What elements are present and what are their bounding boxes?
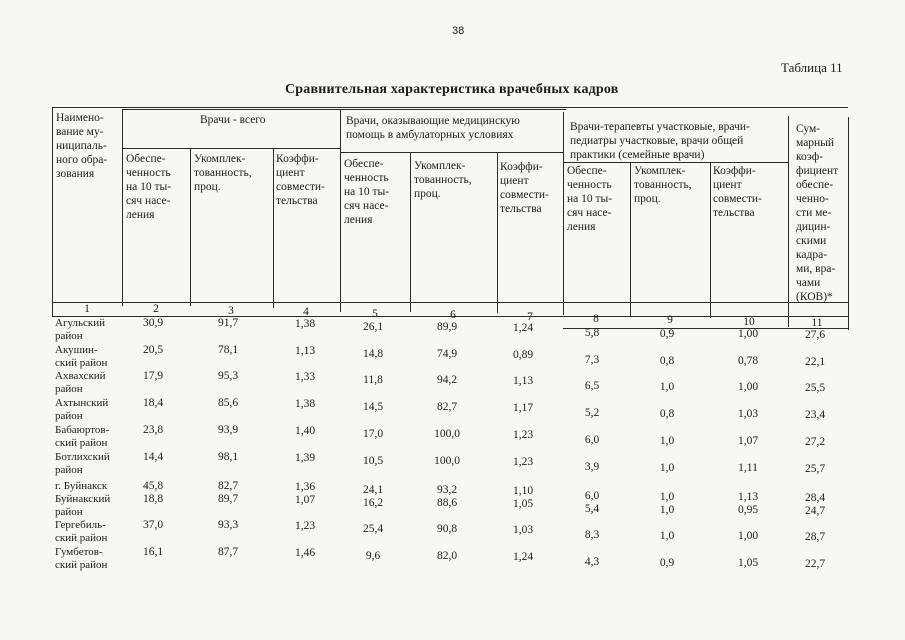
table-cell-value: 20,5 xyxy=(142,344,164,356)
header-summary-coefficient: сти ме- xyxy=(796,207,832,219)
header-coefficient: Коэффи- xyxy=(276,153,319,165)
header-group-district: практики (семейные врачи) xyxy=(570,149,705,161)
header-coefficient: тельства xyxy=(276,195,318,207)
row-municipality-name: район xyxy=(55,505,83,518)
table-cell-value: 7,3 xyxy=(584,354,600,366)
table-cell-value: 93,2 xyxy=(436,484,458,496)
table-cell-value: 74,9 xyxy=(436,348,458,360)
table-cell-value: 6,5 xyxy=(584,380,600,392)
table-rule xyxy=(122,109,123,306)
table-cell-value: 1,38 xyxy=(294,318,316,330)
column-number: 1 xyxy=(84,303,90,315)
table-cell-value: 89,7 xyxy=(217,493,239,505)
header-summary-coefficient: обеспе- xyxy=(796,179,834,191)
header-municipality: ниципаль- xyxy=(56,140,107,152)
row-municipality-name: район xyxy=(55,382,83,395)
table-cell-value: 37,0 xyxy=(142,519,164,531)
table-cell-value: 89,9 xyxy=(436,321,458,333)
table-cell-value: 27,6 xyxy=(804,329,826,341)
row-municipality-name: г. Буйнакск xyxy=(55,480,108,492)
table-cell-value: 3,9 xyxy=(584,461,600,473)
table-cell-value: 100,0 xyxy=(434,428,460,440)
table-number: Таблица 11 xyxy=(781,60,843,75)
table-cell-value: 28,4 xyxy=(804,492,826,504)
table-cell-value: 1,0 xyxy=(659,435,675,447)
header-staffing: проц. xyxy=(634,193,661,205)
header-municipality: ного обра- xyxy=(56,154,108,166)
table-cell-value: 25,7 xyxy=(804,463,826,475)
row-municipality-name: район xyxy=(55,329,83,342)
header-coefficient: Коэффи- xyxy=(713,165,756,177)
table-cell-value: 1,33 xyxy=(294,371,316,383)
header-provision: Обеспе- xyxy=(126,153,166,165)
header-staffing: тованность, xyxy=(414,174,472,186)
table-cell-value: 5,4 xyxy=(584,503,600,515)
table-cell-value: 0,95 xyxy=(737,504,759,516)
table-cell-value: 1,38 xyxy=(294,398,316,410)
table-cell-value: 1,07 xyxy=(294,494,316,506)
header-coefficient: совмести- xyxy=(276,181,325,193)
table-cell-value: 87,7 xyxy=(217,546,239,558)
column-number: 7 xyxy=(527,311,533,323)
table-rule xyxy=(563,112,564,315)
table-cell-value: 93,9 xyxy=(217,424,239,436)
table-cell-value: 1,0 xyxy=(659,504,675,516)
table-cell-value: 1,07 xyxy=(737,435,759,447)
table-cell-value: 98,1 xyxy=(217,451,239,463)
row-municipality-name: ский район xyxy=(55,436,108,449)
table-cell-value: 1,23 xyxy=(294,520,316,532)
header-provision: ченность xyxy=(567,179,612,191)
table-cell-value: 1,24 xyxy=(512,551,534,563)
column-number: 6 xyxy=(450,309,456,321)
table-cell-value: 17,9 xyxy=(142,370,164,382)
table-cell-value: 6,0 xyxy=(584,490,600,502)
table-cell-value: 1,39 xyxy=(294,452,316,464)
table-rule xyxy=(788,116,789,327)
table-cell-value: 28,7 xyxy=(804,531,826,543)
table-rule xyxy=(497,152,498,313)
table-cell-value: 0,9 xyxy=(659,328,675,340)
table-cell-value: 1,10 xyxy=(512,485,534,497)
table-cell-value: 0,78 xyxy=(737,355,759,367)
table-cell-value: 1,36 xyxy=(294,481,316,493)
header-summary-coefficient: скими xyxy=(796,235,827,247)
table-rule xyxy=(410,152,411,312)
table-cell-value: 16,2 xyxy=(362,497,384,509)
table-cell-value: 23,8 xyxy=(142,424,164,436)
header-summary-coefficient: (КОВ)* xyxy=(796,291,833,303)
table-cell-value: 22,7 xyxy=(804,558,826,570)
table-rule xyxy=(190,148,191,306)
table-rule xyxy=(52,107,53,315)
table-cell-value: 45,8 xyxy=(142,480,164,492)
table-cell-value: 88,6 xyxy=(436,497,458,509)
header-summary-coefficient: дицин- xyxy=(796,221,831,233)
table-cell-value: 6,0 xyxy=(584,434,600,446)
table-rule xyxy=(848,117,849,330)
table-cell-value: 9,6 xyxy=(365,550,381,562)
row-municipality-name: Ахвахский xyxy=(55,370,106,382)
table-cell-value: 1,0 xyxy=(659,491,675,503)
table-cell-value: 1,46 xyxy=(294,547,316,559)
table-cell-value: 1,23 xyxy=(512,456,534,468)
header-summary-coefficient: чами xyxy=(796,277,821,289)
header-group-outpatient: Врачи, оказывающие медицинскую xyxy=(346,115,520,127)
table-rule xyxy=(340,109,341,312)
header-provision: ченность xyxy=(126,167,171,179)
header-group-district: Врачи-терапевты участковые, врачи- xyxy=(570,121,750,133)
table-rule xyxy=(52,302,53,316)
header-provision: ченность xyxy=(344,172,389,184)
header-staffing: Укомплек- xyxy=(194,153,246,165)
table-rule xyxy=(710,162,711,318)
table-title: Сравнительная характеристика врачебных кадров xyxy=(285,82,619,97)
header-coefficient: циент xyxy=(276,167,305,179)
table-cell-value: 91,7 xyxy=(217,317,239,329)
header-summary-coefficient: марный xyxy=(796,137,835,149)
table-cell-value: 14,4 xyxy=(142,451,164,463)
table-cell-value: 78,1 xyxy=(217,344,239,356)
table-cell-value: 82,0 xyxy=(436,550,458,562)
table-cell-value: 1,0 xyxy=(659,530,675,542)
header-provision: Обеспе- xyxy=(344,158,384,170)
table-cell-value: 1,03 xyxy=(512,524,534,536)
table-cell-value: 25,5 xyxy=(804,382,826,394)
header-provision: на 10 ты- xyxy=(126,181,172,193)
row-municipality-name: Ахтынский xyxy=(55,397,109,409)
row-municipality-name: район xyxy=(55,409,83,422)
header-summary-coefficient: ченно- xyxy=(796,193,829,205)
header-group-district: педиатры участковые, врачи общей xyxy=(570,135,744,147)
table-cell-value: 1,23 xyxy=(512,429,534,441)
table-cell-value: 95,3 xyxy=(217,370,239,382)
header-staffing: Укомплек- xyxy=(634,165,686,177)
header-coefficient: тельства xyxy=(713,207,755,219)
table-cell-value: 0,8 xyxy=(659,408,675,420)
table-cell-value: 11,8 xyxy=(363,374,383,386)
table-rule xyxy=(563,162,788,163)
table-cell-value: 100,0 xyxy=(434,455,460,467)
table-cell-value: 24,7 xyxy=(804,505,826,517)
header-staffing: тованность, xyxy=(194,167,252,179)
table-cell-value: 82,7 xyxy=(436,401,458,413)
table-cell-value: 1,05 xyxy=(512,498,534,510)
table-cell-value: 1,11 xyxy=(738,462,758,474)
table-rule xyxy=(630,162,631,316)
table-cell-value: 30,9 xyxy=(142,317,164,329)
page-number: 38 xyxy=(452,25,465,37)
header-provision: ления xyxy=(567,221,596,233)
header-coefficient: тельства xyxy=(500,203,542,215)
row-municipality-name: район xyxy=(55,463,83,476)
row-municipality-name: Гергебиль- xyxy=(55,519,106,531)
header-provision: на 10 ты- xyxy=(567,193,613,205)
row-municipality-name: ский район xyxy=(55,531,108,544)
table-cell-value: 1,05 xyxy=(737,557,759,569)
row-municipality-name: Агульский xyxy=(55,317,105,329)
header-summary-coefficient: коэф- xyxy=(796,151,824,163)
table-rule xyxy=(273,148,274,308)
table-cell-value: 0,9 xyxy=(659,557,675,569)
table-cell-value: 0,89 xyxy=(512,349,534,361)
table-cell-value: 22,1 xyxy=(804,356,826,368)
table-cell-value: 1,00 xyxy=(737,381,759,393)
table-cell-value: 18,8 xyxy=(142,493,164,505)
table-cell-value: 94,2 xyxy=(436,374,458,386)
column-number: 3 xyxy=(228,305,234,317)
table-cell-value: 18,4 xyxy=(142,397,164,409)
column-number: 9 xyxy=(667,314,673,326)
table-rule xyxy=(122,148,340,149)
row-municipality-name: Акушин- xyxy=(55,344,98,356)
header-municipality: Наимено- xyxy=(56,112,104,124)
header-staffing: Укомплек- xyxy=(414,160,466,172)
header-staffing: проц. xyxy=(414,188,441,200)
header-coefficient: циент xyxy=(713,179,742,191)
table-rule xyxy=(340,152,563,153)
header-coefficient: совмести- xyxy=(500,189,549,201)
table-cell-value: 25,4 xyxy=(362,523,384,535)
table-cell-value: 1,0 xyxy=(659,462,675,474)
header-staffing: проц. xyxy=(194,181,221,193)
table-cell-value: 5,8 xyxy=(584,327,600,339)
table-cell-value: 1,40 xyxy=(294,425,316,437)
header-provision: сяч насе- xyxy=(344,200,389,212)
table-cell-value: 1,24 xyxy=(512,322,534,334)
header-summary-coefficient: ми, вра- xyxy=(796,263,836,275)
table-cell-value: 17,0 xyxy=(362,428,384,440)
table-cell-value: 82,7 xyxy=(217,480,239,492)
column-number: 4 xyxy=(303,306,309,318)
table-cell-value: 27,2 xyxy=(804,436,826,448)
header-summary-coefficient: Сум- xyxy=(796,123,821,135)
row-municipality-name: ский район xyxy=(55,356,108,369)
header-provision: на 10 ты- xyxy=(344,186,390,198)
table-cell-value: 8,3 xyxy=(584,529,600,541)
table-cell-value: 1,00 xyxy=(737,530,759,542)
header-summary-coefficient: фициент xyxy=(796,165,839,177)
header-group-all-doctors: Врачи - всего xyxy=(200,114,266,126)
table-cell-value: 14,5 xyxy=(362,401,384,413)
table-cell-value: 1,13 xyxy=(294,345,316,357)
row-municipality-name: Ботлихский xyxy=(55,451,110,463)
table-cell-value: 5,2 xyxy=(584,407,600,419)
row-municipality-name: ский район xyxy=(55,558,108,571)
column-number: 2 xyxy=(153,303,159,315)
table-cell-value: 14,8 xyxy=(362,348,384,360)
table-cell-value: 23,4 xyxy=(804,409,826,421)
table-cell-value: 85,6 xyxy=(217,397,239,409)
table-cell-value: 1,13 xyxy=(512,375,534,387)
header-group-outpatient: помощь в амбулаторных условиях xyxy=(346,129,514,141)
table-cell-value: 93,3 xyxy=(217,519,239,531)
table-cell-value: 0,8 xyxy=(659,355,675,367)
row-municipality-name: Гумбетов- xyxy=(55,546,103,558)
row-municipality-name: Буйнакский xyxy=(55,493,111,505)
row-municipality-name: Бабаюртов- xyxy=(55,424,110,436)
header-provision: Обеспе- xyxy=(567,165,607,177)
table-cell-value: 1,17 xyxy=(512,402,534,414)
header-coefficient: Коэффи- xyxy=(500,161,543,173)
header-provision: ления xyxy=(126,209,155,221)
table-cell-value: 1,13 xyxy=(737,491,759,503)
table-cell-value: 1,03 xyxy=(737,408,759,420)
table-cell-value: 1,0 xyxy=(659,381,675,393)
table-cell-value: 90,8 xyxy=(436,523,458,535)
header-coefficient: совмести- xyxy=(713,193,762,205)
table-cell-value: 26,1 xyxy=(362,321,384,333)
table-cell-value: 10,5 xyxy=(362,455,384,467)
column-number: 10 xyxy=(743,316,755,328)
header-municipality: зования xyxy=(56,168,95,180)
column-number: 8 xyxy=(593,313,599,325)
table-cell-value: 16,1 xyxy=(142,546,164,558)
table-rule xyxy=(52,107,848,108)
table-cell-value: 1,00 xyxy=(737,328,759,340)
header-provision: ления xyxy=(344,214,373,226)
table-cell-value: 4,3 xyxy=(584,556,600,568)
table-rule xyxy=(122,109,566,110)
header-coefficient: циент xyxy=(500,175,529,187)
column-number: 11 xyxy=(811,317,823,329)
table-cell-value: 24,1 xyxy=(362,484,384,496)
header-municipality: вание му- xyxy=(56,126,104,138)
header-summary-coefficient: кадра- xyxy=(796,249,828,261)
column-number: 5 xyxy=(372,308,378,320)
header-provision: сяч насе- xyxy=(567,207,612,219)
header-staffing: тованность, xyxy=(634,179,692,191)
header-provision: сяч насе- xyxy=(126,195,171,207)
